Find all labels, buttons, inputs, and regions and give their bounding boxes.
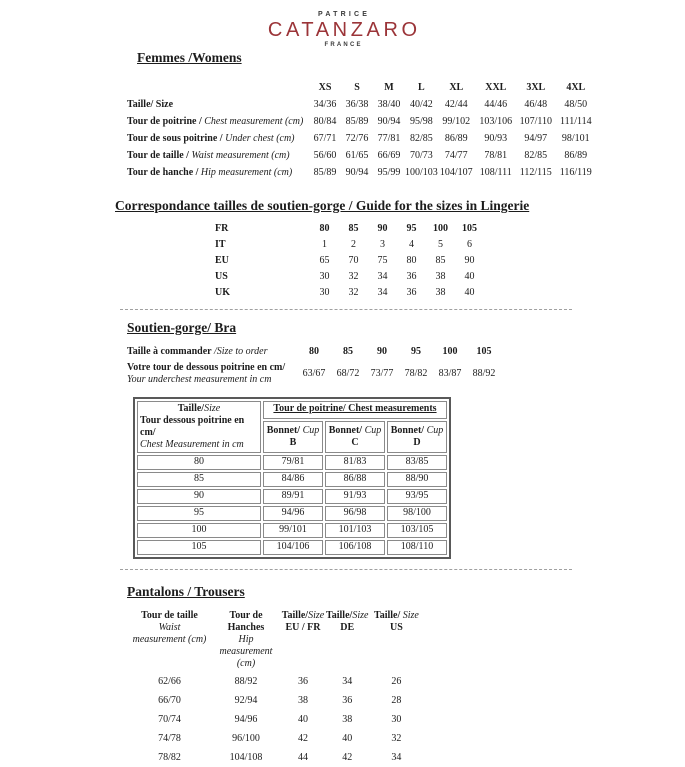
size-cell: 85 <box>348 222 359 234</box>
table-row <box>127 710 424 729</box>
womens-size-table <box>127 80 597 182</box>
dashed-divider <box>120 569 572 570</box>
de-column-header: Taille/Size DE <box>326 610 369 634</box>
size-cell: 92/94 <box>234 694 258 706</box>
size-cell: 86/89 <box>564 150 588 162</box>
size-cell: 66/69 <box>377 150 401 162</box>
table-row <box>137 489 447 504</box>
cup-cell: 94/96 <box>263 506 323 521</box>
logo-top-text: PATRICE <box>318 11 371 18</box>
size-cell: 36 <box>298 675 308 687</box>
table-row <box>127 360 501 388</box>
size-cell: 80 <box>319 222 330 234</box>
size-cell: 42 <box>298 732 308 744</box>
size-cell: 108/111 <box>479 167 512 179</box>
row-label: Votre tour de dessous poitrine en cm/ Your underchest measurement in cm <box>127 361 286 385</box>
table-row <box>215 269 484 285</box>
size-cell: 66/70 <box>158 694 181 706</box>
size-cell: 30 <box>319 270 330 282</box>
size-cell: 3 <box>380 238 385 250</box>
size-cell: 72/76 <box>345 133 369 145</box>
cup-cell: 103/105 <box>387 523 447 538</box>
size-cell: 34 <box>377 286 388 298</box>
size-cell: 104/108 <box>229 751 263 763</box>
logo-country-text: FRANCE <box>324 42 363 48</box>
cup-cell: 84/86 <box>263 472 323 487</box>
size-cell: 36 <box>342 694 353 706</box>
size-cell: 95/98 <box>410 116 433 128</box>
size-cell: 85/89 <box>345 116 369 128</box>
size-header: M <box>384 82 394 94</box>
table-row <box>127 148 597 165</box>
country-label: UK <box>215 286 230 298</box>
country-label: FR <box>215 222 229 234</box>
size-cell: 34 <box>342 675 353 687</box>
bra-section-heading: Soutien-gorge/ Bra <box>127 319 237 335</box>
country-label: IT <box>215 238 226 250</box>
table-row <box>137 506 447 521</box>
size-cell: 74/78 <box>158 732 181 744</box>
size-cell: 36 <box>406 286 417 298</box>
size-cell: 112/115 <box>519 167 552 179</box>
size-cell: 100/103 <box>405 167 438 179</box>
bra-cup-chart-table <box>133 397 451 559</box>
size-cell: 61/65 <box>345 150 369 162</box>
cup-cell: 93/95 <box>387 489 447 504</box>
size-cell: 90 <box>377 345 387 357</box>
size-cell: 95 <box>411 345 421 357</box>
table-row <box>127 165 597 182</box>
size-cell: 100 <box>442 345 458 357</box>
country-label: EU <box>215 254 229 266</box>
size-header: L <box>418 82 425 94</box>
cup-cell: 81/83 <box>325 455 385 470</box>
waist-column-header: Tour de taille Waist measurement (cm) <box>132 610 207 646</box>
cup-header: Bonnet/ Cup C <box>325 421 385 453</box>
size-cell: 40 <box>464 270 475 282</box>
cup-cell: 106/108 <box>325 540 385 555</box>
size-cell: 116/119 <box>559 167 592 179</box>
table-row <box>215 237 484 253</box>
size-cell: 62/66 <box>158 675 181 687</box>
size-cell: 65 <box>319 254 330 266</box>
size-cell: 75 <box>377 254 388 266</box>
table-row <box>137 455 447 470</box>
size-cell: 30 <box>319 286 330 298</box>
size-cell: 78/82 <box>404 367 428 379</box>
size-cell: 30 <box>391 713 402 725</box>
size-cell: 34 <box>377 270 388 282</box>
size-cell: 5 <box>438 238 443 250</box>
size-cell: 44/46 <box>484 99 508 111</box>
row-label: Tour de taille / Waist measurement (cm) <box>127 150 290 162</box>
size-cell: 94/97 <box>524 133 548 145</box>
size-cell: 103/106 <box>479 116 513 128</box>
table-row <box>215 221 484 237</box>
size-cell: 74/77 <box>444 150 468 162</box>
cup-header: Bonnet/ Cup B <box>263 421 323 453</box>
size-cell: 40/42 <box>410 99 433 111</box>
size-cell: 90 <box>464 254 475 266</box>
size-cell: 78/81 <box>484 150 508 162</box>
size-header: XS <box>318 82 332 94</box>
trousers-section-heading: Pantalons / Trousers <box>127 583 245 599</box>
size-cell: 1 <box>322 238 327 250</box>
row-label: Taille/ Size <box>127 99 174 111</box>
size-cell: 32 <box>348 286 359 298</box>
cup-header: Bonnet/ Cup D <box>387 421 447 453</box>
size-cell: 26 <box>391 675 402 687</box>
eu-fr-column-header: Taille/Size EU / FR <box>281 610 325 634</box>
trousers-header-row <box>127 608 424 672</box>
size-cell: 42 <box>342 751 353 763</box>
band-size-cell: 85 <box>137 472 261 487</box>
bra-order-table <box>127 344 501 388</box>
cup-cell: 104/106 <box>263 540 323 555</box>
empty-cell <box>127 80 309 97</box>
lingerie-correspondence-table <box>215 221 484 301</box>
size-cell: 42/44 <box>444 99 468 111</box>
size-cell: 95 <box>406 222 417 234</box>
size-cell: 6 <box>467 238 472 250</box>
cup-cell: 96/98 <box>325 506 385 521</box>
size-cell: 88/92 <box>472 367 496 379</box>
table-row <box>127 748 424 767</box>
dashed-divider <box>120 309 572 310</box>
size-header: 4XL <box>566 82 586 94</box>
table-row <box>127 114 597 131</box>
size-cell: 68/72 <box>336 367 360 379</box>
size-cell: 90/93 <box>484 133 508 145</box>
lingerie-guide-heading: Correspondance tailles de soutien-gorge / Guide for the sizes in Lingerie <box>115 197 530 213</box>
table-row <box>137 472 447 487</box>
size-header: XL <box>449 82 464 94</box>
table-row <box>137 523 447 538</box>
size-cell: 67/71 <box>313 133 337 145</box>
size-cell: 77/81 <box>377 133 401 145</box>
table-row <box>127 344 501 360</box>
size-column-header: Taille/Size Tour dessous poitrine en cm/ Chest Measurement in cm <box>137 401 261 453</box>
size-cell: 34 <box>391 751 402 763</box>
table-row <box>127 691 424 710</box>
size-cell: 78/82 <box>158 751 181 763</box>
cup-cell: 98/100 <box>387 506 447 521</box>
size-cell: 38 <box>298 694 308 706</box>
size-header: S <box>354 82 360 94</box>
chest-measurements-header: Tour de poitrine/ Chest measurements <box>263 401 447 419</box>
size-cell: 104/107 <box>439 167 473 179</box>
logo-main-text: CATANZARO <box>267 19 421 41</box>
table-row <box>127 729 424 748</box>
size-cell: 90/94 <box>345 167 369 179</box>
table-row <box>215 253 484 269</box>
size-cell: 83/87 <box>438 367 462 379</box>
size-cell: 63/67 <box>302 367 326 379</box>
size-cell: 56/60 <box>313 150 337 162</box>
cup-cell: 101/103 <box>325 523 385 538</box>
cup-cell: 99/101 <box>263 523 323 538</box>
size-cell: 32 <box>348 270 359 282</box>
size-cell: 80/84 <box>313 116 337 128</box>
size-cell: 2 <box>351 238 356 250</box>
table-row <box>127 97 597 114</box>
cup-cell: 88/90 <box>387 472 447 487</box>
page-content <box>0 51 685 767</box>
size-cell: 86/89 <box>444 133 468 145</box>
size-cell: 34/36 <box>313 99 337 111</box>
size-cell: 111/114 <box>559 116 592 128</box>
size-cell: 90 <box>377 222 388 234</box>
size-cell: 85 <box>343 345 353 357</box>
size-cell: 70/74 <box>158 713 181 725</box>
band-size-cell: 105 <box>137 540 261 555</box>
size-cell: 70/73 <box>410 150 433 162</box>
size-cell: 40 <box>464 286 475 298</box>
size-cell: 80 <box>309 345 319 357</box>
size-cell: 38 <box>435 270 446 282</box>
cup-cell: 89/91 <box>263 489 323 504</box>
row-label: Tour de poitrine / Chest measurement (cm) <box>127 116 304 128</box>
row-label: Tour de sous poitrine / Under chest (cm) <box>127 133 295 145</box>
size-cell: 98/101 <box>561 133 590 145</box>
size-cell: 32 <box>391 732 402 744</box>
size-cell: 90/94 <box>377 116 401 128</box>
size-cell: 85 <box>435 254 446 266</box>
table-row <box>137 540 447 555</box>
size-cell: 95/99 <box>377 167 401 179</box>
size-cell: 36/38 <box>345 99 369 111</box>
size-cell: 100 <box>433 222 448 234</box>
size-cell: 82/85 <box>524 150 548 162</box>
band-size-cell: 95 <box>137 506 261 521</box>
size-cell: 38 <box>342 713 353 725</box>
size-cell: 28 <box>391 694 402 706</box>
cup-cell: 79/81 <box>263 455 323 470</box>
cup-cell: 108/110 <box>387 540 447 555</box>
hip-column-header: Tour de Hanches Hip measurement (cm) <box>219 610 273 670</box>
table-row <box>215 285 484 301</box>
band-size-cell: 80 <box>137 455 261 470</box>
womens-section-heading: Femmes /Womens <box>137 50 242 65</box>
size-cell: 105 <box>462 222 477 234</box>
size-cell: 99/102 <box>442 116 471 128</box>
cup-cell: 91/93 <box>325 489 385 504</box>
size-cell: 38 <box>435 286 446 298</box>
size-header-row <box>127 80 597 97</box>
cup-cell: 86/88 <box>325 472 385 487</box>
table-row <box>127 131 597 148</box>
size-cell: 40 <box>342 732 353 744</box>
size-cell: 88/92 <box>234 675 258 687</box>
size-cell: 40 <box>298 713 308 725</box>
size-cell: 73/77 <box>370 367 394 379</box>
table-row <box>127 672 424 691</box>
band-size-cell: 100 <box>137 523 261 538</box>
size-cell: 46/48 <box>524 99 548 111</box>
row-label: Tour de hanche / Hip measurement (cm) <box>127 167 293 179</box>
size-cell: 36 <box>406 270 417 282</box>
size-cell: 48/50 <box>564 99 588 111</box>
size-header: 3XL <box>526 82 546 94</box>
size-cell: 96/100 <box>232 732 260 744</box>
size-header: XXL <box>485 82 507 94</box>
size-cell: 107/110 <box>519 116 552 128</box>
brand-logo <box>0 0 685 48</box>
size-cell: 80 <box>406 254 417 266</box>
chart-header-row <box>137 401 447 419</box>
size-cell: 94/96 <box>234 713 258 725</box>
size-cell: 85/89 <box>313 167 337 179</box>
country-label: US <box>215 270 228 282</box>
row-label: Taille à commander /Size to order <box>127 345 268 357</box>
band-size-cell: 90 <box>137 489 261 504</box>
trousers-size-table <box>127 608 424 767</box>
size-cell: 44 <box>298 751 308 763</box>
size-cell: 38/40 <box>377 99 401 111</box>
size-cell: 105 <box>476 345 492 357</box>
size-cell: 70 <box>348 254 359 266</box>
size-cell: 82/85 <box>410 133 433 145</box>
cup-cell: 83/85 <box>387 455 447 470</box>
us-column-header: Taille/ Size US <box>373 610 419 634</box>
size-cell: 4 <box>409 238 414 250</box>
